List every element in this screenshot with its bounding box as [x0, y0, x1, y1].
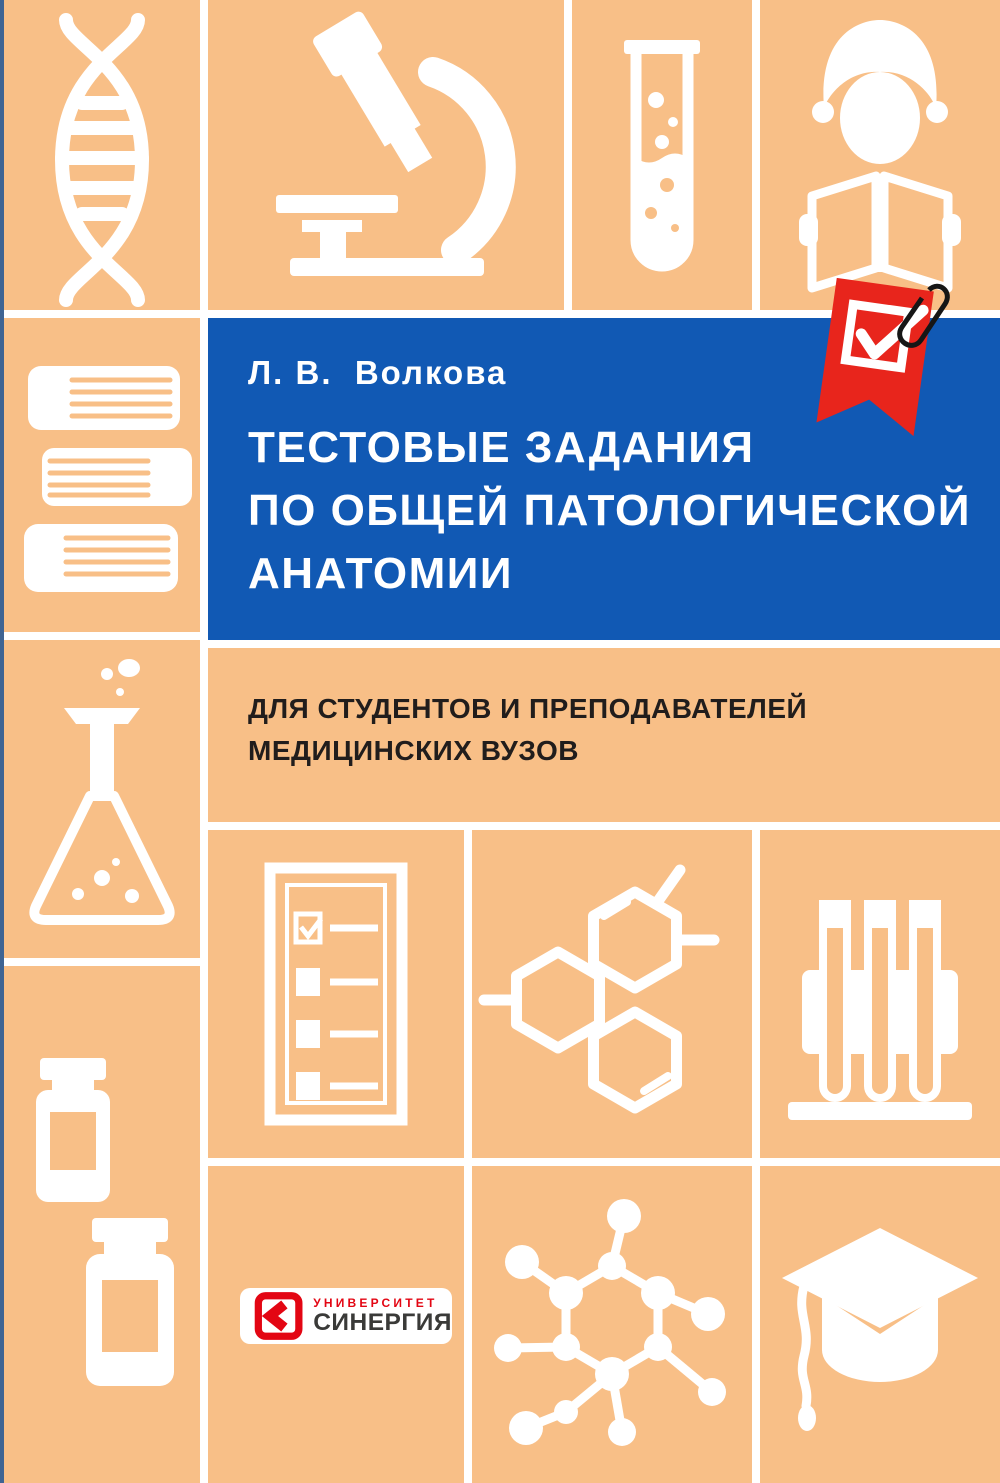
publisher-name-top: УНИВЕРСИТЕТ	[313, 1295, 438, 1310]
checklist-icon	[208, 830, 464, 1158]
pill-bottles-icon	[4, 966, 200, 1483]
tile-hexagons	[472, 830, 752, 1158]
subtitle-line-2: МЕДИЦИНСКИХ ВУЗОВ	[248, 735, 580, 766]
subtitle	[248, 688, 1000, 772]
tile-microscope	[208, 0, 564, 310]
author-name: Л. В. Волкова	[248, 354, 508, 391]
tile-flask	[4, 640, 200, 958]
title-line-3: АНАТОМИИ	[248, 549, 514, 598]
title-line-2: ПО ОБЩЕЙ ПАТОЛОГИЧЕСКОЙ	[248, 486, 971, 535]
bookmark-check-icon	[798, 278, 968, 473]
graduation-cap-icon	[760, 1166, 1000, 1483]
tile-pill-bottles	[4, 966, 200, 1483]
test-tube-rack-icon	[760, 830, 1000, 1158]
tile-subtitle	[208, 648, 1000, 822]
dna-icon	[4, 0, 200, 310]
tile-test-tube-rack	[760, 830, 1000, 1158]
molecule-atoms-icon	[472, 1166, 752, 1483]
publisher-name-bottom: СИНЕРГИЯ	[313, 1308, 452, 1336]
tile-checklist	[208, 830, 464, 1158]
tile-books	[4, 318, 200, 632]
flask-icon	[4, 640, 200, 958]
reading-student-icon	[760, 0, 1000, 310]
bookmark-badge	[798, 278, 968, 473]
test-tube-icon	[572, 0, 752, 310]
publisher-name	[313, 1297, 452, 1336]
title-line-1: ТЕСТОВЫЕ ЗАДАНИЯ	[248, 423, 755, 472]
synergy-logo-mark-icon	[254, 1288, 303, 1344]
tile-graduation-cap	[760, 1166, 1000, 1483]
tile-publisher-logo	[208, 1166, 464, 1483]
publisher-logo	[240, 1288, 452, 1344]
tile-test-tube	[572, 0, 752, 310]
books-stack-icon	[4, 318, 200, 632]
tile-reading-student	[760, 0, 1000, 310]
microscope-icon	[208, 0, 564, 310]
tile-dna	[4, 0, 200, 310]
molecule-hexagons-icon	[472, 830, 752, 1158]
subtitle-line-1: ДЛЯ СТУДЕНТОВ И ПРЕПОДАВАТЕЛЕЙ	[248, 693, 808, 724]
tile-molecule	[472, 1166, 752, 1483]
